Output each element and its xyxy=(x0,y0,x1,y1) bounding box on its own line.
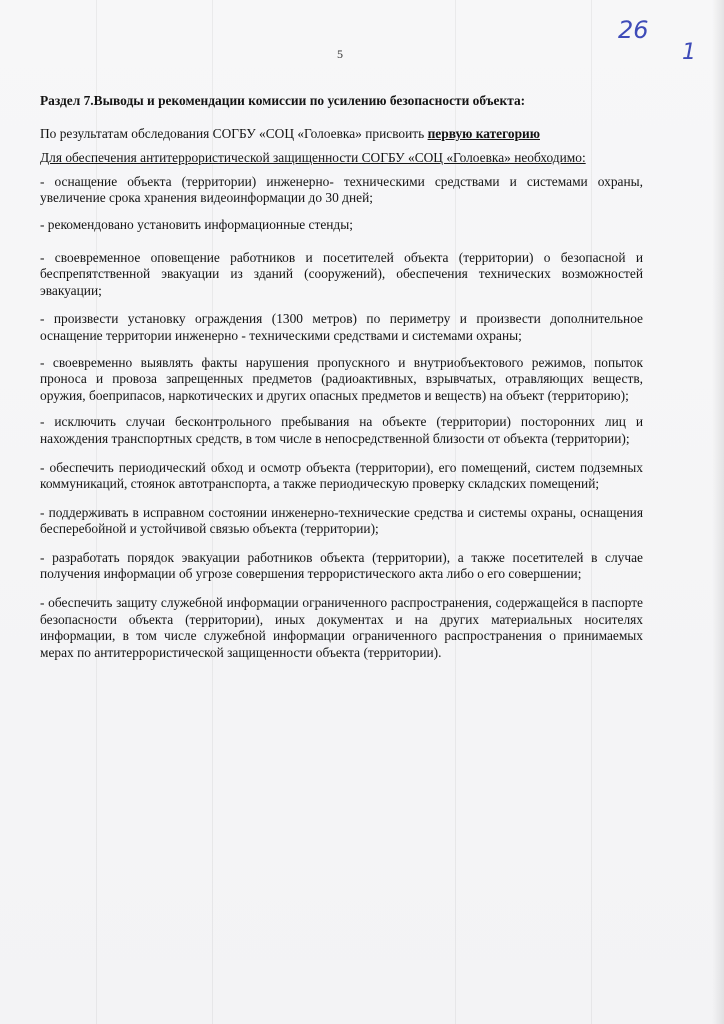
recommendation-item: - поддерживать в исправном состоянии инженерно-технические средства и системы охраны, оснащения бесперебойной и устойчивой связью объекта (территории); xyxy=(40,504,643,537)
recommendation-item: - обеспечить защиту служебной информации ограниченного распространения, содержащейся в паспорте безопасности объекта (территории), иных документах и на других материальных носителях информации, в том числе служебной информации ограниченного распространения о принимаемых мерах по антитеррористической защищенности объекта (территории). xyxy=(40,595,643,660)
handwritten-mark: 1 xyxy=(682,40,696,65)
recommendation-item: - произвести установку ограждения (1300 метров) по периметру и произвести дополнительное оснащение территории инженерно - техническими средствами и системами охраны; xyxy=(40,311,643,343)
intro-prefix: По результатам обследования СОГБУ «СОЦ «Голоевка» присвоить xyxy=(40,125,428,141)
recommendation-item: - оснащение объекта (территории) инженерно- техническими средствами и системами охраны, увеличение срока хранения видеоинформации до 30 дней; xyxy=(40,173,643,206)
page-number: 5 xyxy=(337,47,343,61)
recommendation-item: - своевременное оповещение работников и посетителей объекта (территории) о безопасной и беспрепятственной эвакуации из зданий (сооружений), обеспечения технических возможностей эвакуации; xyxy=(40,249,643,298)
requirements-intro: Для обеспечения антитеррористической защищенности СОГБУ «СОЦ «Голоевка» необходимо: xyxy=(40,150,586,166)
handwritten-page-number: 26 xyxy=(618,16,649,44)
document-body xyxy=(40,93,643,671)
recommendation-item: - обеспечить периодический обход и осмотр объекта (территории), его помещений, систем подземных коммуникаций, стоянок автотранспорта, а также периодическую проверку складских помещений; xyxy=(40,459,643,492)
intro-paragraph xyxy=(40,126,643,143)
recommendation-item: - рекомендовано установить информационные стенды; xyxy=(40,216,353,232)
recommendation-item: - своевременно выявлять факты нарушения пропускного и внутриобъектового режимов, попыток проноса и провоза запрещенных предметов (радиоактивных, взрывчатых, отравляющих веществ, оружия, боеприпасов, наркотических и других опасных предметов и веществ) на объект (территорию); xyxy=(40,354,643,403)
section-heading: Раздел 7.Выводы и рекомендации комиссии по усилению безопасности объекта: xyxy=(40,93,526,108)
scan-edge-shadow xyxy=(712,0,724,1024)
category-highlight: первую категорию xyxy=(427,125,540,141)
recommendation-item: - разработать порядок эвакуации работников объекта (территории), а также посетителей в случае получения информации об угрозе совершения террористического акта либо о его совершении; xyxy=(40,549,643,582)
recommendation-item: - исключить случаи бесконтрольного пребывания на объекте (территории) посторонних лиц и нахождения транспортных средств, в том числе в непосредственной близости от объекта (территории); xyxy=(40,414,643,446)
